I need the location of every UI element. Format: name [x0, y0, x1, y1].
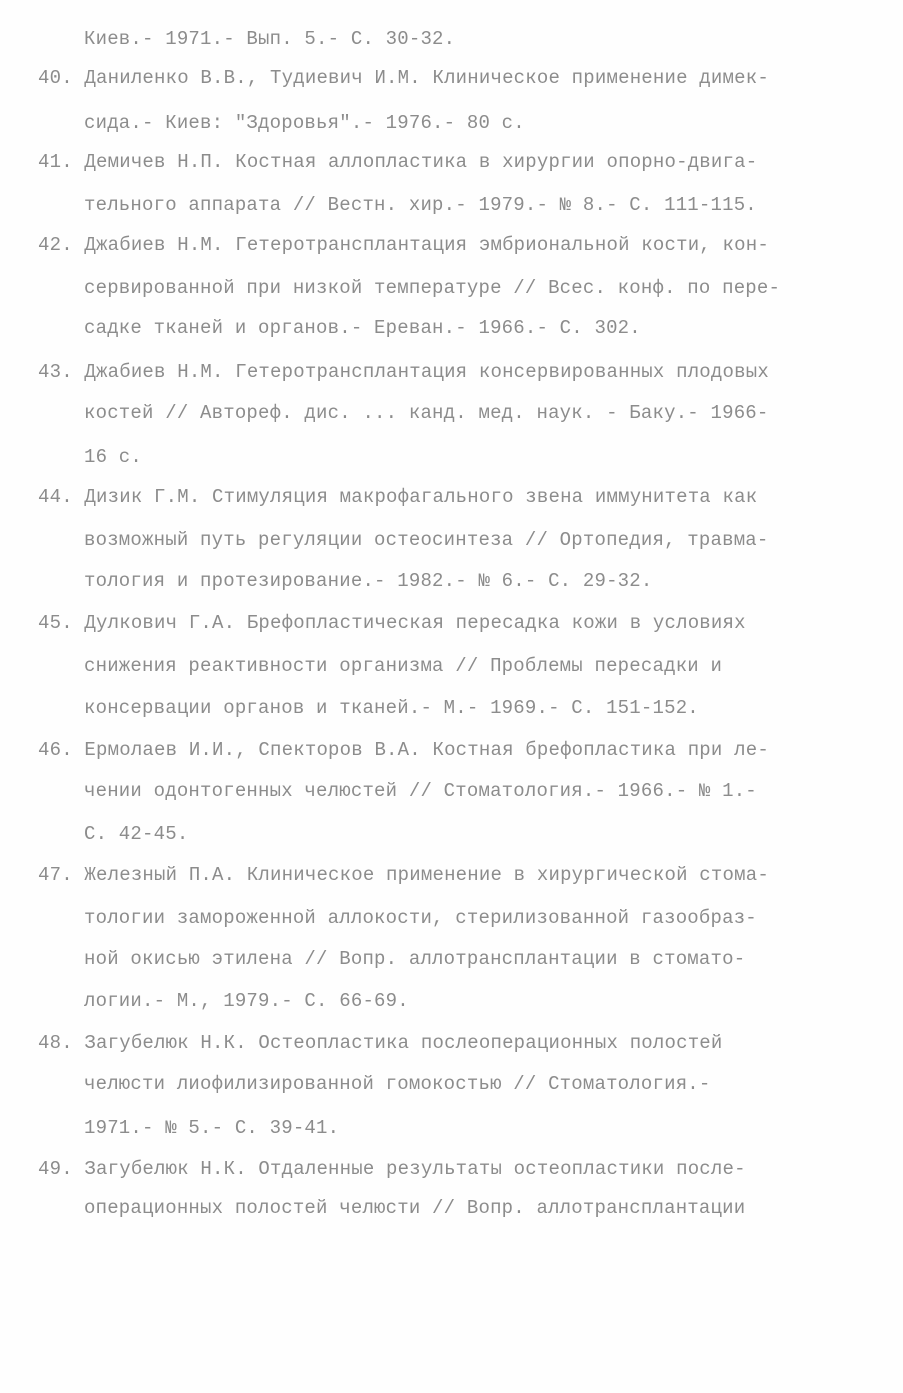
- text-line-7: сервированной при низкой температуре // Всес. конф. по пере-: [84, 277, 781, 299]
- text-line-18: 46. Ермолаев И.И., Спекторов В.А. Костная брефопластика при ле-: [38, 739, 769, 761]
- text-line-6: 42. Джабиев Н.М. Гетеротрансплантация эмбриональной кости, кон-: [38, 234, 769, 256]
- text-line-16: снижения реактивности организма // Проблемы пересадки и: [84, 655, 723, 677]
- text-line-2: 40. Даниленко В.В., Тудиевич И.М. Клиническое применение димек-: [38, 67, 769, 89]
- text-line-14: тология и протезирование.- 1982.- № 6.- С. 29-32.: [84, 570, 653, 592]
- text-line-8: садке тканей и органов.- Ереван.- 1966.- С. 302.: [84, 317, 641, 339]
- text-line-29: операционных полостей челюсти // Вопр. аллотрансплантации: [84, 1197, 746, 1219]
- text-line-4: 41. Демичев Н.П. Костная аллопластика в хирургии опорно-двига-: [38, 151, 758, 173]
- text-line-10: костей // Автореф. дис. ... канд. мед. наук. - Баку.- 1966-: [84, 402, 769, 424]
- text-line-20: С. 42-45.: [84, 823, 189, 845]
- text-line-3: сида.- Киев: "Здоровья".- 1976.- 80 с.: [84, 112, 525, 134]
- text-line-23: ной окисью этилена // Вопр. аллотрансплантации в стомато-: [84, 948, 746, 970]
- text-line-26: челюсти лиофилизированной гомокостью // Стоматология.-: [84, 1073, 711, 1095]
- text-line-13: возможный путь регуляции остеосинтеза // Ортопедия, травма-: [84, 529, 769, 551]
- text-line-25: 48. Загубелюк Н.К. Остеопластика послеоперационных полостей: [38, 1032, 723, 1054]
- text-line-11: 16 с.: [84, 446, 143, 468]
- text-line-12: 44. Дизик Г.М. Стимуляция макрофагального звена иммунитета как: [38, 486, 758, 508]
- text-line-22: тологии замороженной аллокости, стерилизованной газообраз-: [84, 907, 757, 929]
- text-line-9: 43. Джабиев Н.М. Гетеротрансплантация консервированных плодовых: [38, 361, 769, 383]
- text-line-15: 45. Дулкович Г.А. Брефопластическая пересадка кожи в условиях: [38, 612, 746, 634]
- text-line-17: консервации органов и тканей.- М.- 1969.- С. 151-152.: [84, 697, 699, 719]
- text-line-5: тельного аппарата // Вестн. хир.- 1979.- № 8.- С. 111-115.: [84, 194, 757, 216]
- text-line-28: 49. Загубелюк Н.К. Отдаленные результаты остеопластики после-: [38, 1158, 746, 1180]
- text-line-21: 47. Железный П.А. Клиническое применение в хирургической стома-: [38, 864, 769, 886]
- text-line-27: 1971.- № 5.- С. 39-41.: [84, 1117, 340, 1139]
- text-line-1: Киев.- 1971.- Вып. 5.- С. 30-32.: [84, 28, 456, 50]
- text-line-19: чении одонтогенных челюстей // Стоматология.- 1966.- № 1.-: [84, 780, 757, 802]
- text-line-24: логии.- М., 1979.- С. 66-69.: [84, 990, 409, 1012]
